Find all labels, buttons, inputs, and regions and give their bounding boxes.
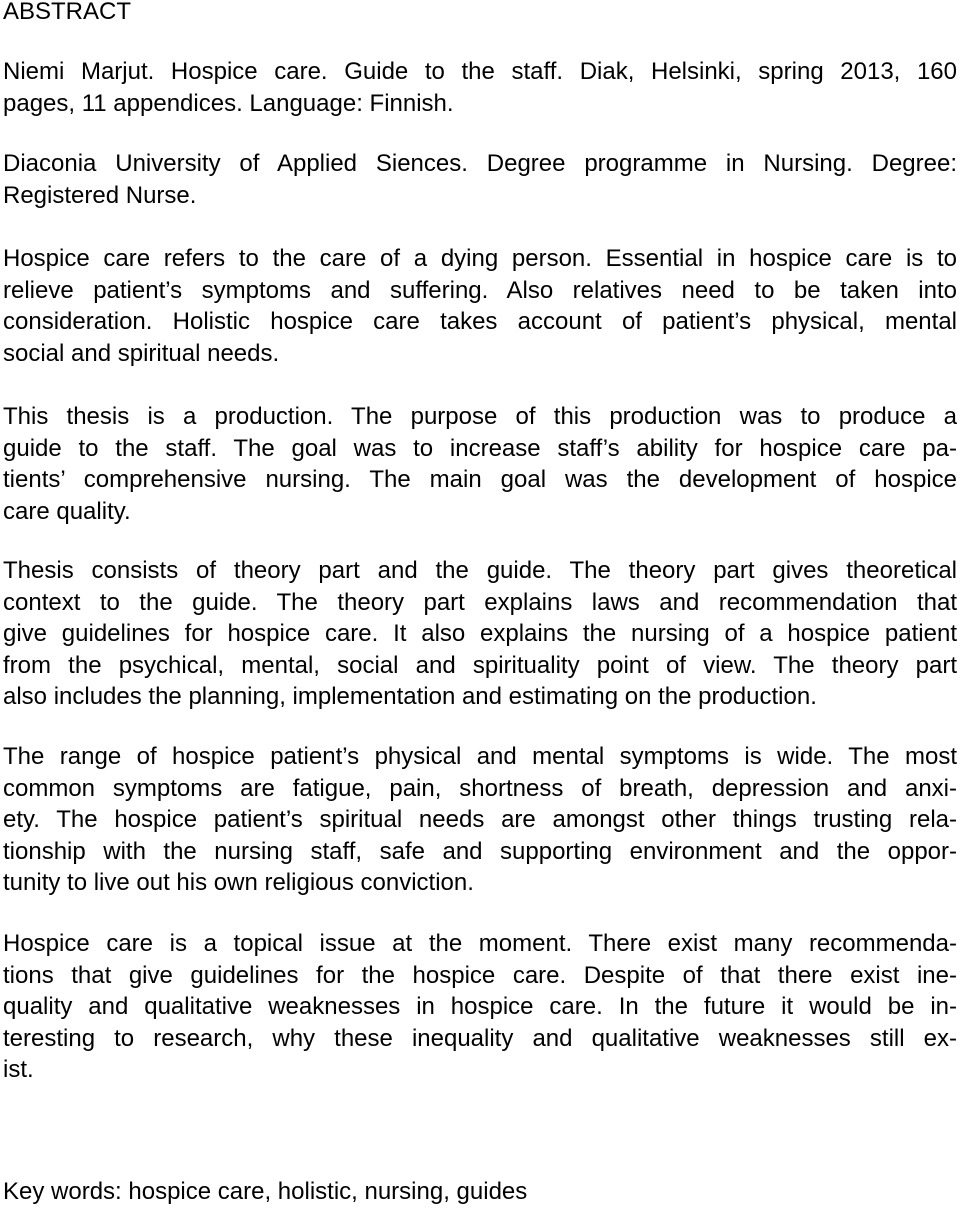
purpose-line: care quality. [3,497,131,525]
citation-line: Niemi Marjut. Hospice care. Guide to the staff. Diak, Helsinki, spring 2013, 160 [3,58,957,85]
intro-paragraph [3,243,957,369]
purpose-line: This thesis is a production. The purpose of this production was to produce a [3,403,957,430]
structure-line: also includes the planning, implementation and estimating on the production. [3,683,817,711]
intro-line: Hospice care refers to the care of a dying person. Essential in hospice care is to [3,245,957,272]
structure-line: context to the guide. The theory part explains laws and recommendation that [3,588,957,616]
institution-line: Diaconia University of Applied Siences. Degree programme in Nursing. Degree: [3,150,957,177]
conclusion-line: teresting to research, why these inequality and qualitative weaknesses still ex- [3,1024,957,1052]
conclusion-paragraph [3,928,957,1086]
symptoms-line: tunity to live out his own religious conviction. [3,869,474,897]
purpose-line: tients’ comprehensive nursing. The main goal was the development of hospice [3,466,957,494]
structure-line: from the psychical, mental, social and spirituality point of view. The theory part [3,651,957,679]
symptoms-line: common symptoms are fatigue, pain, shortness of breath, depression and anxi- [3,774,957,802]
purpose-paragraph [3,401,957,527]
conclusion-line: ist. [3,1056,34,1084]
symptoms-line: tionship with the nursing staff, safe and supporting environment and the oppor- [3,837,957,865]
intro-line: social and spiritual needs. [3,339,280,367]
conclusion-line: tions that give guidelines for the hospice care. Despite of that there exist ine- [3,961,957,989]
abstract-heading: ABSTRACT [3,0,132,25]
citation-paragraph [3,56,957,119]
conclusion-line: Hospice care is a topical issue at the moment. There exist many recommenda- [3,930,957,957]
citation-line: pages, 11 appendices. Language: Finnish. [3,89,454,117]
structure-line: give guidelines for hospice care. It also explains the nursing of a hospice patient [3,620,957,648]
conclusion-line: quality and qualitative weaknesses in hospice care. In the future it would be in- [3,993,957,1021]
symptoms-line: ety. The hospice patient’s spiritual needs are amongst other things trusting rela- [3,806,957,834]
structure-line: Thesis consists of theory part and the guide. The theory part gives theoretical [3,557,957,584]
symptoms-line: The range of hospice patient’s physical and mental symptoms is wide. The most [3,743,957,770]
keywords-paragraph [3,1176,957,1208]
symptoms-paragraph [3,741,957,899]
purpose-line: guide to the staff. The goal was to increase staff’s ability for hospice care pa- [3,434,957,462]
abstract-page [3,0,957,1205]
intro-line: consideration. Holistic hospice care takes account of patient’s physical, mental [3,308,957,336]
structure-paragraph [3,555,957,713]
intro-line: relieve patient’s symptoms and suffering. Also relatives need to be taken into [3,276,957,304]
institution-line: Registered Nurse. [3,181,197,209]
institution-paragraph [3,148,957,211]
keywords-line: Key words: hospice care, holistic, nursing, guides [3,1178,528,1205]
